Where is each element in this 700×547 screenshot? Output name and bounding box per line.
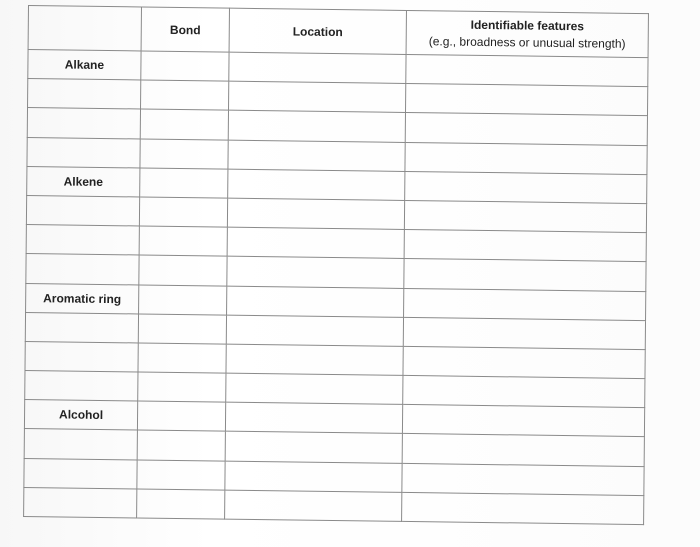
features-header — [406, 10, 648, 57]
bond-cell[interactable] — [139, 255, 227, 285]
group-cell: Alcohol — [24, 400, 137, 431]
group-cell — [27, 137, 140, 168]
bond-cell[interactable] — [137, 401, 225, 431]
features-cell[interactable] — [403, 317, 645, 349]
location-cell[interactable] — [228, 140, 405, 172]
bond-cell[interactable] — [141, 80, 229, 110]
location-cell[interactable] — [229, 52, 406, 84]
bond-cell[interactable] — [140, 109, 228, 139]
table-body — [24, 50, 648, 525]
features-cell[interactable] — [402, 405, 644, 437]
bond-cell[interactable] — [138, 314, 226, 344]
group-cell — [25, 312, 138, 343]
group-cell: Aromatic ring — [26, 283, 139, 314]
bond-cell[interactable] — [137, 489, 225, 519]
features-cell[interactable] — [402, 463, 644, 495]
bond-cell[interactable] — [140, 168, 228, 198]
group-cell — [26, 254, 139, 285]
features-cell[interactable] — [405, 84, 647, 116]
features-cell[interactable] — [404, 200, 646, 232]
bond-cell[interactable] — [139, 197, 227, 227]
ir-features-table — [23, 5, 649, 525]
features-cell[interactable] — [405, 113, 647, 145]
features-cell[interactable] — [403, 346, 645, 378]
location-cell[interactable] — [225, 402, 402, 434]
features-cell[interactable] — [404, 288, 646, 320]
location-cell[interactable] — [226, 344, 403, 376]
location-cell[interactable] — [228, 169, 405, 201]
features-cell[interactable] — [403, 375, 645, 407]
location-cell[interactable] — [226, 373, 403, 405]
worksheet — [23, 5, 648, 525]
bond-cell[interactable] — [138, 372, 226, 402]
location-header: Location — [229, 8, 406, 54]
bond-cell[interactable] — [137, 430, 225, 460]
group-cell — [24, 458, 137, 489]
bond-cell[interactable] — [139, 226, 227, 256]
location-cell[interactable] — [226, 315, 403, 347]
group-cell: Alkane — [28, 50, 141, 81]
bond-cell[interactable] — [138, 343, 226, 373]
group-cell — [25, 341, 138, 372]
location-cell[interactable] — [225, 490, 402, 522]
group-cell — [24, 429, 137, 460]
group-cell — [27, 108, 140, 139]
group-cell: Alkene — [27, 166, 140, 197]
features-cell[interactable] — [402, 492, 644, 524]
location-cell[interactable] — [225, 461, 402, 493]
features-cell[interactable] — [405, 142, 647, 174]
features-header-subtitle: (e.g., broadness or unusual strength) — [428, 34, 626, 51]
features-cell[interactable] — [406, 54, 648, 86]
group-cell — [26, 225, 139, 256]
group-cell — [28, 79, 141, 110]
features-header-title: Identifiable features — [470, 17, 585, 34]
features-cell[interactable] — [404, 230, 646, 262]
features-cell[interactable] — [405, 171, 647, 203]
bond-cell[interactable] — [140, 139, 228, 169]
location-cell[interactable] — [227, 256, 404, 288]
group-cell — [25, 371, 138, 402]
location-cell[interactable] — [227, 198, 404, 230]
features-cell[interactable] — [402, 434, 644, 466]
bond-cell[interactable] — [139, 284, 227, 314]
location-cell[interactable] — [227, 286, 404, 318]
bond-cell[interactable] — [137, 460, 225, 490]
location-cell[interactable] — [228, 111, 405, 143]
location-cell[interactable] — [227, 227, 404, 259]
bond-header: Bond — [141, 7, 229, 52]
location-cell[interactable] — [225, 432, 402, 464]
group-cell — [26, 195, 139, 226]
bond-cell[interactable] — [141, 51, 229, 81]
group-header — [28, 6, 141, 51]
location-cell[interactable] — [229, 81, 406, 113]
group-cell — [24, 487, 137, 518]
features-cell[interactable] — [404, 259, 646, 291]
